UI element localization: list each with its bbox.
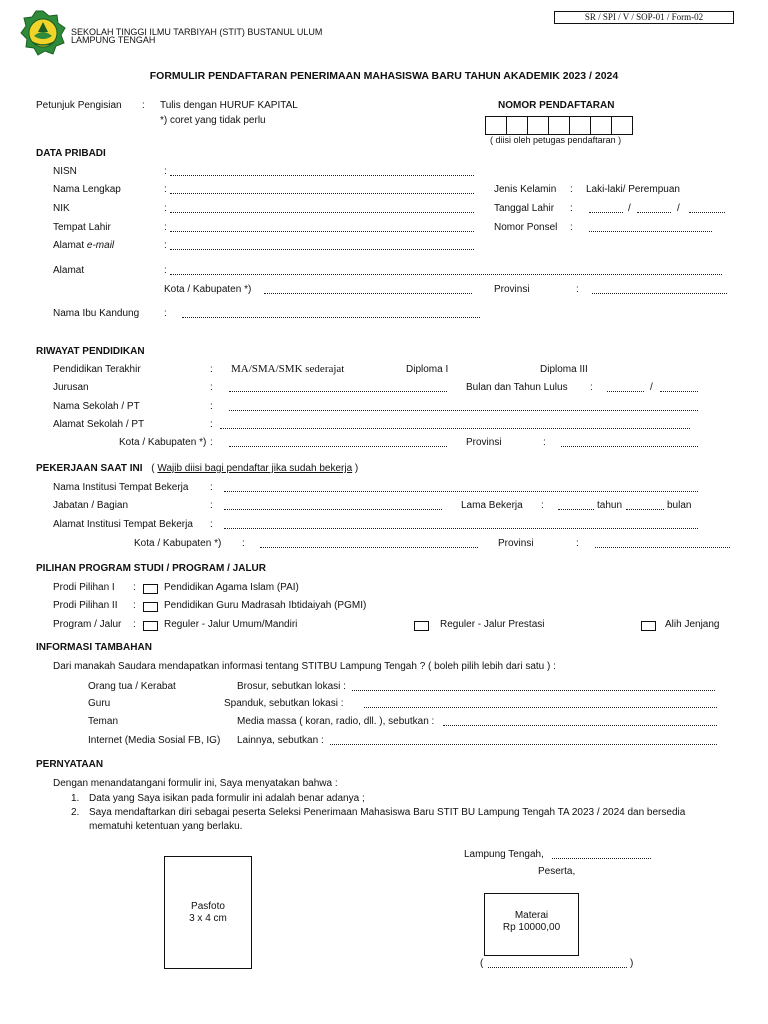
email-label-prefix: Alamat — [53, 240, 87, 251]
birthplace-field[interactable] — [170, 231, 474, 232]
work-institution-label: Nama Institusi Tempat Bekerja — [53, 482, 189, 493]
email-field[interactable] — [170, 249, 474, 250]
photo-box — [164, 856, 252, 969]
birthdate-day-field[interactable] — [589, 212, 623, 213]
signature-place-label: Lampung Tengah, — [464, 849, 544, 860]
program-choice1-checkbox[interactable] — [143, 584, 158, 594]
personal-data-heading: DATA PRIBADI — [36, 148, 106, 159]
registration-digit-box[interactable] — [590, 116, 612, 135]
education-heading: RIWAYAT PENDIDIKAN — [36, 346, 145, 357]
photo-size: 3 x 4 cm — [189, 913, 227, 924]
address-field[interactable] — [170, 274, 722, 275]
birthplace-label: Tempat Lahir — [53, 222, 111, 233]
registration-number-boxes[interactable] — [486, 116, 633, 133]
stamp-duty-label: Materai — [514, 910, 549, 921]
school-address-label: Alamat Sekolah / PT — [53, 419, 145, 430]
full-name-colon: : — [164, 184, 167, 195]
info-brochure-field[interactable] — [352, 690, 715, 691]
major-colon: : — [210, 382, 213, 393]
program-choice1-label: Prodi Pilihan I — [53, 582, 115, 593]
work-months-field[interactable] — [626, 509, 664, 510]
birthdate-colon: : — [570, 203, 573, 214]
registration-digit-box[interactable] — [485, 116, 507, 135]
birthdate-label: Tanggal Lahir — [494, 203, 555, 214]
work-heading: PEKERJAAN SAAT INI — [36, 463, 143, 474]
school-city-label: Kota / Kabupaten *) — [119, 437, 207, 448]
track-achievement-checkbox[interactable] — [414, 621, 429, 631]
phone-label: Nomor Ponsel — [494, 222, 558, 233]
info-source-media[interactable]: Media massa ( koran, radio, dll. ), sebutkan : — [237, 716, 435, 727]
address-province-colon: : — [576, 284, 579, 295]
address-label: Alamat — [53, 265, 85, 276]
info-source-friend[interactable]: Teman — [88, 716, 119, 727]
info-media-field[interactable] — [443, 725, 717, 726]
education-option-diploma1[interactable]: Diploma I — [406, 364, 449, 375]
program-choice2-value: Pendidikan Guru Madrasah Ibtidaiyah (PGMI) — [164, 600, 367, 611]
instructions-line2: *) coret yang tidak perlu — [160, 115, 266, 126]
program-choice2-colon: : — [133, 600, 136, 611]
work-city-field[interactable] — [260, 547, 478, 548]
instructions-label: Petunjuk Pengisian — [36, 100, 122, 111]
birthdate-slash: / — [677, 203, 680, 214]
info-source-other[interactable]: Lainnya, sebutkan : — [237, 735, 324, 746]
work-months-unit: bulan — [667, 500, 692, 511]
work-years-unit: tahun — [597, 500, 623, 511]
statement-item1: Data yang Saya isikan pada formulir ini adalah benar adanya ; — [89, 793, 365, 804]
graduation-year-field[interactable] — [660, 391, 698, 392]
info-source-family[interactable]: Orang tua / Kerabat — [88, 681, 176, 692]
work-duration-colon: : — [541, 500, 544, 511]
work-note: Wajib diisi bagi pendaftar jika sudah bekerja — [157, 463, 353, 474]
info-question: Dari manakah Saudara mendapatkan informasi tentang STITBU Lampung Tengah ? ( boleh pilih lebih dari satu ) : — [53, 661, 556, 672]
gender-colon: : — [570, 184, 573, 195]
program-choice2-checkbox[interactable] — [143, 602, 158, 612]
signature-date-field[interactable] — [552, 858, 651, 859]
registration-digit-box[interactable] — [527, 116, 549, 135]
info-heading: INFORMASI TAMBAHAN — [36, 642, 152, 653]
education-option-diploma3[interactable]: Diploma III — [540, 364, 588, 375]
mother-name-field[interactable] — [182, 317, 480, 318]
track-colon: : — [133, 619, 136, 630]
work-position-label: Jabatan / Bagian — [53, 500, 129, 511]
work-position-field[interactable] — [224, 509, 442, 510]
registration-note: ( diisi oleh petugas pendaftaran ) — [490, 135, 622, 145]
work-years-field[interactable] — [558, 509, 594, 510]
track-general-checkbox[interactable] — [143, 621, 158, 631]
mother-name-colon: : — [164, 308, 167, 319]
graduation-label: Bulan dan Tahun Lulus — [466, 382, 568, 393]
education-option-high-school[interactable]: MA/SMA/SMK sederajat — [231, 363, 345, 375]
registration-digit-box[interactable] — [569, 116, 591, 135]
school-name-colon: : — [210, 401, 213, 412]
school-address-colon: : — [210, 419, 213, 430]
work-note-close: ) — [352, 463, 359, 474]
form-code-box: SR / SPI / V / SOP-01 / Form-02 — [554, 11, 734, 24]
instructions-colon: : — [142, 100, 145, 111]
mother-name-label: Nama Ibu Kandung — [53, 308, 140, 319]
nisn-label: NISN — [53, 166, 77, 177]
statement-intro: Dengan menandatangani formulir ini, Saya menyatakan bahwa : — [53, 778, 338, 789]
program-heading: PILIHAN PROGRAM STUDI / PROGRAM / JALUR — [36, 563, 267, 574]
work-address-label: Alamat Institusi Tempat Bekerja — [53, 519, 193, 530]
school-name-label: Nama Sekolah / PT — [53, 401, 140, 412]
signature-name-close: ) — [630, 958, 634, 969]
school-province-field[interactable] — [561, 446, 698, 447]
school-city-colon: : — [210, 437, 213, 448]
graduation-colon: : — [590, 382, 593, 393]
work-heading-row — [36, 463, 358, 474]
phone-colon: : — [570, 222, 573, 233]
form-title: FORMULIR PENDAFTARAN PENERIMAAN MAHASISWA BARU TAHUN AKADEMIK 2023 / 2024 — [149, 70, 619, 82]
signature-name-field[interactable] — [488, 967, 627, 968]
school-address-field[interactable] — [220, 428, 690, 429]
work-province-label: Provinsi — [498, 538, 534, 549]
nik-label: NIK — [53, 203, 70, 214]
school-province-label: Provinsi — [466, 437, 502, 448]
birthdate-month-field[interactable] — [637, 212, 671, 213]
last-education-label: Pendidikan Terakhir — [53, 364, 141, 375]
birthdate-year-field[interactable] — [689, 212, 725, 213]
info-other-field[interactable] — [330, 744, 717, 745]
statement-item1-number: 1. — [71, 793, 80, 804]
instructions-line1: Tulis dengan HURUF KAPITAL — [160, 100, 298, 111]
work-city-label: Kota / Kabupaten *) — [134, 538, 222, 549]
address-city-field[interactable] — [264, 293, 472, 294]
nik-field[interactable] — [170, 212, 474, 213]
phone-field[interactable] — [589, 231, 712, 232]
info-source-internet[interactable]: Internet (Media Sosial FB, IG) — [88, 735, 221, 746]
track-label: Program / Jalur — [53, 619, 122, 630]
full-name-field[interactable] — [170, 193, 474, 194]
address-colon: : — [164, 265, 167, 276]
info-banner-field[interactable] — [364, 707, 717, 708]
work-province-field[interactable] — [595, 547, 730, 548]
statement-heading: PERNYATAAN — [36, 759, 104, 770]
program-choice1-colon: : — [133, 582, 136, 593]
institution-logo-icon — [20, 10, 66, 56]
track-transfer-label: Alih Jenjang — [665, 619, 720, 630]
work-note-open: ( — [151, 463, 158, 474]
gender-label: Jenis Kelamin — [494, 184, 557, 195]
registration-digit-box[interactable] — [611, 116, 633, 135]
gender-options[interactable]: Laki-laki/ Perempuan — [586, 184, 680, 195]
work-position-colon: : — [210, 500, 213, 511]
address-city-label: Kota / Kabupaten *) — [164, 284, 252, 295]
address-province-label: Provinsi — [494, 284, 530, 295]
school-name-field[interactable] — [229, 410, 698, 411]
last-education-colon: : — [210, 364, 213, 375]
work-address-field[interactable] — [224, 528, 698, 529]
info-source-teacher[interactable]: Guru — [88, 698, 111, 709]
work-address-colon: : — [210, 519, 213, 530]
statement-item2-number: 2. — [71, 807, 80, 818]
track-transfer-checkbox[interactable] — [641, 621, 656, 631]
work-duration-label: Lama Bekerja — [461, 500, 523, 511]
work-province-colon: : — [576, 538, 579, 549]
school-city-field[interactable] — [229, 446, 447, 447]
school-province-colon: : — [543, 437, 546, 448]
nik-colon: : — [164, 203, 167, 214]
stamp-duty-value: Rp 10000,00 — [502, 922, 561, 933]
work-institution-field[interactable] — [224, 491, 698, 492]
email-label-word: e-mail — [86, 240, 115, 251]
registration-number-label: NOMOR PENDAFTARAN — [498, 100, 615, 111]
graduation-slash: / — [650, 382, 653, 393]
stamp-duty-box — [484, 893, 579, 956]
info-source-brochure[interactable]: Brosur, sebutkan lokasi : — [237, 681, 346, 692]
email-colon: : — [164, 240, 167, 251]
major-label: Jurusan — [53, 382, 89, 393]
info-source-banner[interactable]: Spanduk, sebutkan lokasi : — [224, 698, 344, 709]
track-general-label: Reguler - Jalur Umum/Mandiri — [164, 619, 298, 630]
graduation-month-field[interactable] — [607, 391, 644, 392]
statement-item2-line1: Saya mendaftarkan diri sebagai peserta Seleksi Penerimaan Mahasiswa Baru STIT BU Lampung Tengah TA 2023 / 2024 dan bersedia — [89, 807, 686, 818]
track-achievement-label: Reguler - Jalur Prestasi — [440, 619, 545, 630]
work-city-colon: : — [242, 538, 245, 549]
nisn-colon: : — [164, 166, 167, 177]
birthdate-slash: / — [628, 203, 631, 214]
signature-name-open: ( — [480, 958, 484, 969]
birthplace-colon: : — [164, 222, 167, 233]
photo-label: Pasfoto — [191, 901, 225, 912]
registration-digit-box[interactable] — [548, 116, 570, 135]
email-label — [53, 240, 114, 251]
program-choice1-value: Pendidikan Agama Islam (PAI) — [164, 582, 299, 593]
work-institution-colon: : — [210, 482, 213, 493]
institution-location: LAMPUNG TENGAH — [71, 35, 156, 45]
statement-item2-line2: mematuhi ketentuan yang berlaku. — [89, 821, 243, 832]
signature-role: Peserta, — [538, 866, 576, 877]
institution-name: SEKOLAH TINGGI ILMU TARBIYAH (STIT) BUSTANUL ULUM — [71, 27, 323, 37]
registration-digit-box[interactable] — [506, 116, 528, 135]
program-choice2-label: Prodi Pilihan II — [53, 600, 118, 611]
major-field[interactable] — [229, 391, 447, 392]
address-province-field[interactable] — [592, 293, 727, 294]
nisn-field[interactable] — [170, 175, 474, 176]
full-name-label: Nama Lengkap — [53, 184, 121, 195]
